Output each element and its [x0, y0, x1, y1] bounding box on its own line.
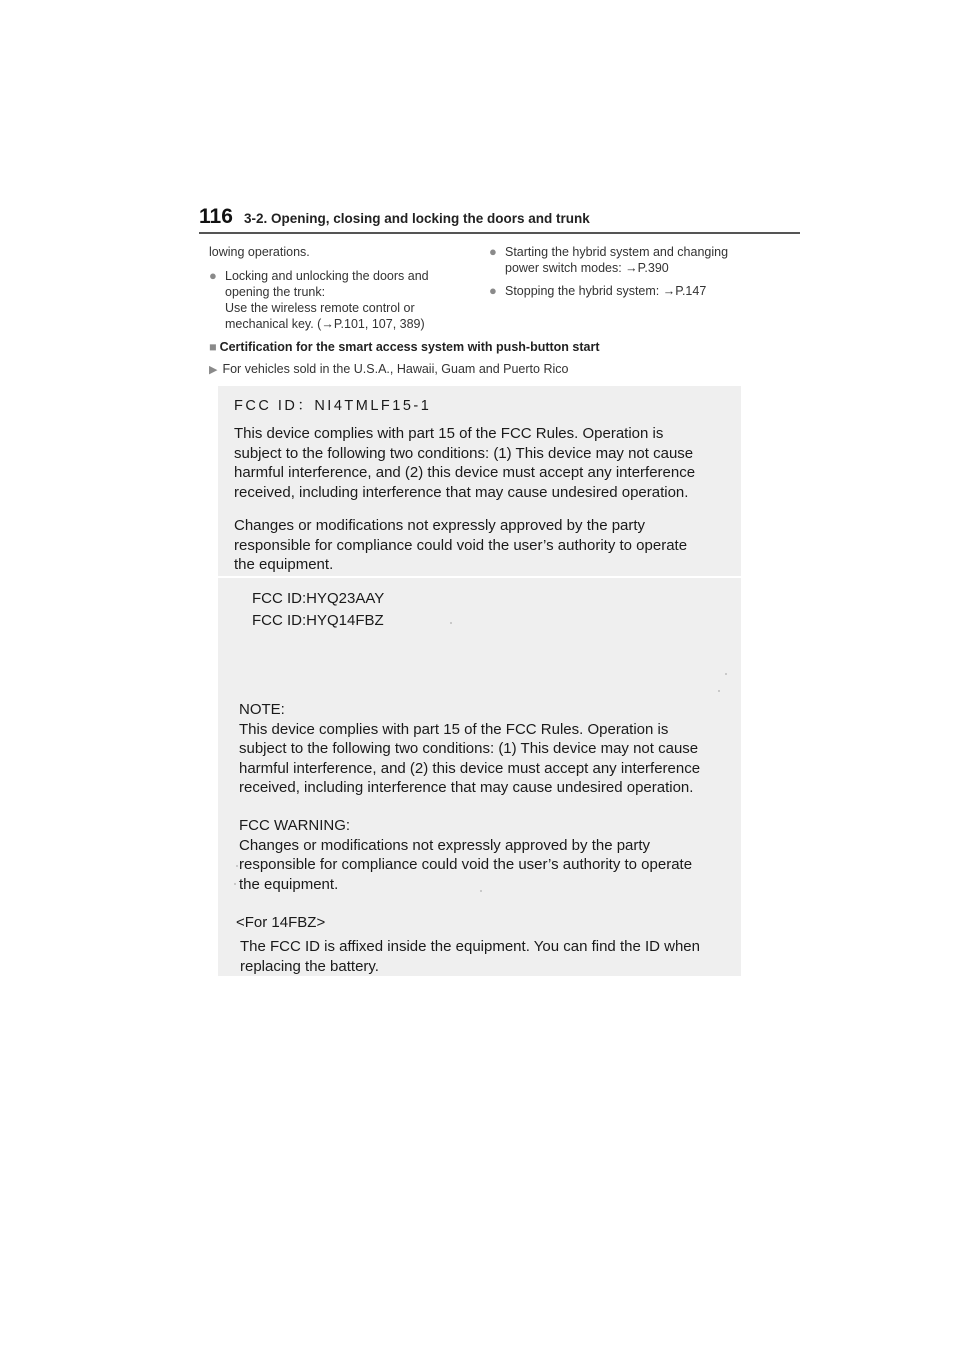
text-line: received, including interference that may cause undesired operation. — [234, 483, 689, 501]
fcc-id: FCC ID:HYQ23AAY — [252, 590, 385, 607]
text-line: received, including interference that may cause undesired operation. — [239, 779, 694, 796]
continuation-text: lowing operations. — [209, 245, 310, 259]
scan-speck — [718, 690, 720, 692]
region-note — [209, 362, 568, 376]
square-bullet-icon: ■ — [209, 340, 217, 354]
header-rule — [199, 232, 800, 234]
bullet-dot-icon: ● — [209, 268, 217, 283]
bullet-line: Stopping the hybrid system: →P.147 — [505, 284, 707, 298]
region-note-text: For vehicles sold in the U.S.A., Hawaii, Guam and Puerto Rico — [222, 362, 569, 376]
note-paragraph — [239, 700, 739, 798]
text-line: This device complies with part 15 of the FCC Rules. Operation is — [234, 425, 664, 442]
bullet-line: Starting the hybrid system and changing — [505, 245, 729, 259]
text-line: replacing the battery. — [240, 957, 379, 975]
text-line: the equipment. — [239, 875, 339, 893]
page-number: 116 — [199, 205, 233, 228]
for-14fbz-label: <For 14FBZ> — [236, 914, 326, 931]
text-line: harmful interference, and (2) this device must accept any interference — [234, 464, 696, 481]
text-line: This device complies with part 15 of the FCC Rules. Operation is — [239, 720, 669, 738]
text-line: Changes or modifications not expressly approved by the party — [239, 836, 651, 854]
compliance-paragraph — [234, 424, 734, 502]
right-column — [489, 244, 789, 306]
bullet-dot-icon: ● — [489, 283, 497, 298]
text-line: subject to the following two conditions: (1) This device may not cause — [234, 444, 694, 462]
bullet-line: opening the trunk: — [225, 285, 326, 299]
bullet-dot-icon: ● — [489, 244, 497, 259]
text-line: The FCC ID is affixed inside the equipment. You can find the ID when — [240, 938, 700, 955]
bullet-line: Use the wireless remote control or — [225, 301, 415, 315]
fcc-label-panel-1 — [218, 386, 741, 576]
bullet-line: Locking and unlocking the doors and — [225, 269, 429, 283]
scan-speck — [450, 622, 452, 624]
left-column — [209, 244, 464, 339]
certification-heading — [209, 340, 600, 354]
certification-heading-text: Certification for the smart access system with push-button start — [219, 340, 600, 354]
text-line: responsible for compliance could void the user’s authority to operate — [234, 536, 688, 554]
text-line: responsible for compliance could void the user’s authority to operate — [239, 856, 693, 873]
scan-speck — [236, 865, 238, 867]
affixed-paragraph — [240, 937, 740, 976]
text-line: NOTE: — [239, 701, 285, 718]
section-title: 3-2. Opening, closing and locking the doors and trunk — [244, 211, 590, 226]
bullet-line: mechanical key. (→P.101, 107, 389) — [225, 317, 425, 331]
text-line: the equipment. — [234, 556, 334, 573]
changes-paragraph — [234, 516, 734, 575]
text-line: subject to the following two conditions: (1) This device may not cause — [239, 740, 699, 757]
bullet-lock-unlock — [209, 268, 464, 332]
bullet-start-hybrid — [489, 244, 789, 276]
text-line: Changes or modifications not expressly approved by the party — [234, 517, 646, 534]
fcc-label-panel-2 — [218, 578, 741, 976]
scan-speck — [725, 673, 727, 675]
fcc-id: FCC ID:HYQ14FBZ — [252, 612, 384, 629]
fcc-id: FCC ID：NI4TMLF15-1 — [234, 398, 432, 414]
text-line: harmful interference, and (2) this device must accept any interference — [239, 759, 701, 777]
scan-speck — [234, 883, 236, 885]
text-line: FCC WARNING: — [239, 817, 351, 834]
bullet-line: power switch modes: →P.390 — [505, 261, 669, 275]
warning-paragraph — [239, 816, 739, 894]
triangle-bullet-icon: ▶ — [209, 364, 218, 376]
bullet-stop-hybrid — [489, 283, 789, 299]
